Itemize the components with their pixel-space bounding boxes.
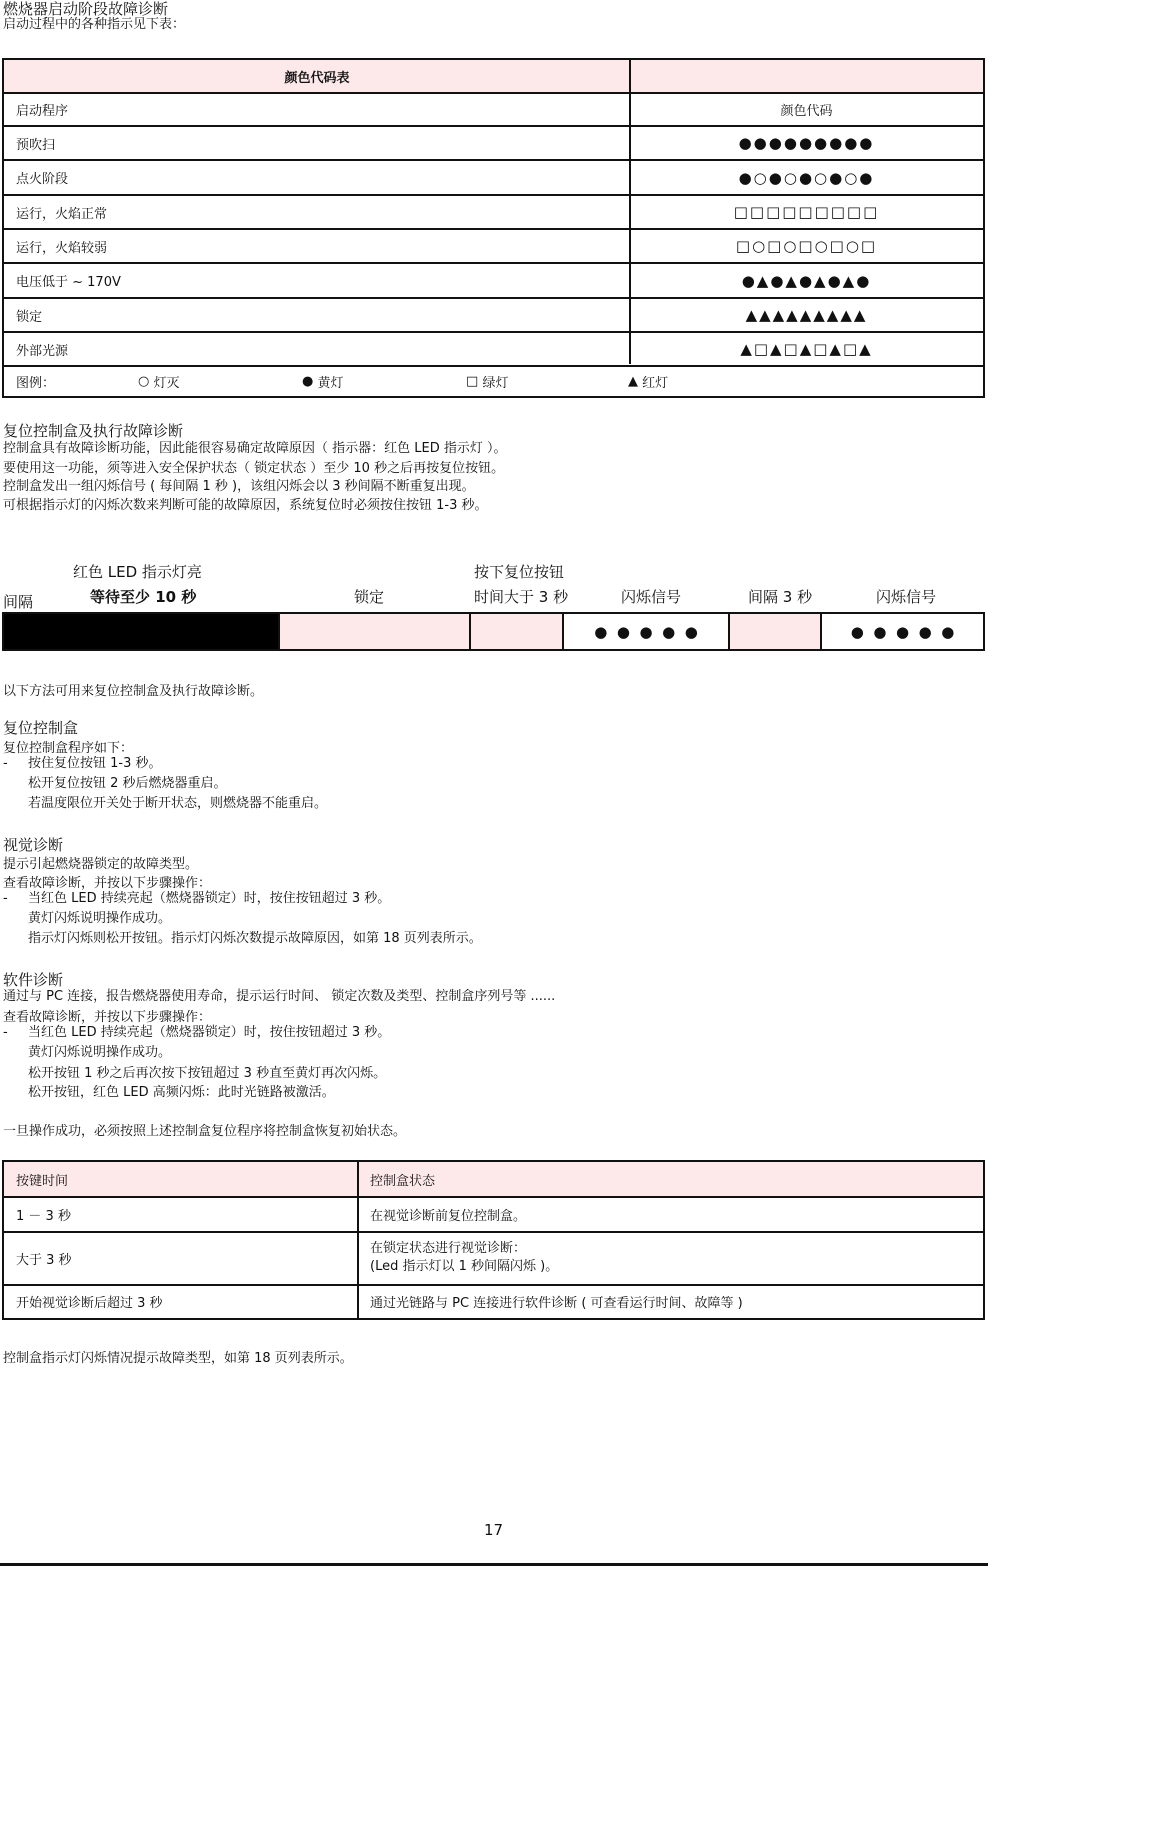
reset-box-line2: 松开复位按钮 2 秒后燃烧器重启。: [28, 776, 227, 791]
software-dash: -: [3, 1025, 8, 1040]
col-color-code-header: 颜色代码: [780, 104, 833, 119]
software-title: 软件诊断: [3, 971, 64, 989]
visual-line0: 提示引起燃烧器锁定的故障类型。: [3, 857, 199, 872]
col-sequence-header: 启动程序: [16, 104, 69, 119]
table-rule: [4, 365, 983, 367]
legend-item-green: [466, 366, 586, 396]
reset-box-line1: 按住复位按钮 1-3 秒。: [28, 756, 162, 771]
row-code-run-normal: □□□□□□□□□: [733, 203, 880, 221]
table-rule: [4, 331, 983, 333]
key-table-head-right: 控制盒状态: [370, 1174, 436, 1189]
table-rule: [4, 159, 983, 161]
timeline-red-led-line1: 红色 LED 指示灯亮: [73, 563, 202, 581]
timeline-red-led-line2: 等待至少 10 秒: [90, 588, 197, 606]
page-number: 17: [484, 1521, 504, 1539]
key-row-3-left: 开始视觉诊断后超过 3 秒: [16, 1296, 163, 1311]
table-header-left: 颜色代码表: [284, 71, 350, 86]
visual-line3: 黄灯闪烁说明操作成功。: [28, 911, 172, 926]
timeline-flash1-label: 闪烁信号: [621, 588, 682, 606]
reset-box-line3: 若温度限位开关处于断开状态，则燃烧器不能重启。: [28, 796, 328, 811]
reset-line-2: 要使用这一功能，须等进入安全保护状态（ 锁定状态 ）至少 10 秒之后再按复位按钮。: [3, 461, 505, 476]
reset-line-1: 控制盒具有故障诊断功能，因此能很容易确定故障原因（ 指示器：红色 LED 指示灯 ）。: [3, 441, 507, 456]
table-rule: [4, 194, 983, 196]
row-label-lockout: 锁定: [16, 309, 43, 325]
visual-title: 视觉诊断: [3, 836, 64, 854]
legend-label: 图例：: [16, 375, 56, 391]
legend-off-text: 灯灭: [153, 375, 180, 391]
table-column-rule: [629, 60, 631, 364]
reset-box-dash: -: [3, 756, 8, 771]
software-line4: 松开按钮 1 秒之后再次按下按钮超过 3 秒直至黄灯再次闪烁。: [28, 1066, 387, 1081]
key-table-head-left: 按键时间: [16, 1174, 69, 1189]
visual-line2: 当红色 LED 持续亮起（燃烧器锁定）时，按住按钮超过 3 秒。: [28, 891, 391, 906]
legend-item-yellow: [302, 366, 422, 396]
page-title: 燃烧器启动阶段故障诊断: [3, 0, 169, 18]
table-rule: [4, 262, 983, 264]
key-table-rule: [4, 1284, 983, 1286]
legend-off-symbol: ○: [138, 373, 150, 389]
row-code-run-weak: □○□○□○□○□: [735, 237, 878, 255]
timeline-divider: [278, 614, 280, 649]
key-row-2-right-line1: 在锁定状态进行视觉诊断：: [370, 1241, 527, 1256]
key-table-rule: [4, 1196, 983, 1198]
timeline-interval3-label: 间隔 3 秒: [748, 588, 813, 606]
software-line0: 通过与 PC 连接，报告燃烧器使用寿命，提示运行时间、 锁定次数及类型、控制盒序列号等 ......: [3, 989, 556, 1004]
row-code-low-voltage: ●▲●▲●▲●▲●: [741, 271, 872, 290]
intro-line: 以下方法可用来复位控制盒及执行故障诊断。: [3, 684, 264, 699]
key-row-2-left: 大于 3 秒: [16, 1253, 72, 1268]
table-rule: [4, 228, 983, 230]
timeline-press-line2: 时间大于 3 秒: [474, 588, 569, 606]
key-row-1-right: 在视觉诊断前复位控制盒。: [370, 1209, 527, 1224]
timeline-interval-label: 间隔: [3, 593, 34, 611]
reset-box-title: 复位控制盒: [3, 719, 79, 737]
timeline-flash2-dots: ● ● ● ● ●: [850, 622, 955, 641]
software-line1: 查看故障诊断，并按以下步骤操作：: [3, 1010, 212, 1025]
reset-section-title: 复位控制盒及执行故障诊断: [3, 422, 184, 440]
software-line2: 当红色 LED 持续亮起（燃烧器锁定）时，按住按钮超过 3 秒。: [28, 1025, 391, 1040]
reset-box-line0: 复位控制盒程序如下：: [3, 741, 134, 756]
legend-yellow-symbol: ●: [302, 373, 314, 389]
visual-line4: 指示灯闪烁则松开按钮。指示灯闪烁次数提示故障原因，如第 18 页列表所示。: [28, 931, 482, 946]
software-line5: 松开按钮，红色 LED 高频闪烁：此时光链路被激活。: [28, 1085, 335, 1100]
legend-green-text: 绿灯: [482, 375, 509, 391]
key-table-rule: [4, 1231, 983, 1233]
legend-item-red: [628, 366, 748, 396]
table-rule: [4, 92, 983, 94]
table-rule: [4, 297, 983, 299]
legend-item-off: [138, 366, 258, 396]
timeline-press-line1: 按下复位按钮: [474, 563, 565, 581]
table-rule: [4, 125, 983, 127]
legend-red-text: 红灯: [642, 375, 669, 391]
key-press-table: [2, 1160, 985, 1320]
key-row-3-right: 通过光链路与 PC 连接进行软件诊断 ( 可查看运行时间、故障等 ): [370, 1296, 743, 1311]
timeline-divider: [469, 614, 471, 649]
reset-line-3: 控制盒发出一组闪烁信号 ( 每间隔 1 秒 )，该组闪烁会以 3 秒间隔不断重复出现。: [3, 479, 475, 494]
table-header-right: [630, 60, 983, 93]
key-row-1-left: 1 － 3 秒: [16, 1209, 71, 1224]
once-line: 一旦操作成功，必须按照上述控制盒复位程序将控制盒恢复初始状态。: [3, 1124, 407, 1139]
row-label-prepurge: 预吹扫: [16, 137, 56, 153]
key-table-column-rule: [357, 1162, 359, 1318]
timeline-divider: [728, 614, 730, 649]
key-row-2-right: [370, 1240, 970, 1276]
software-line3: 黄灯闪烁说明操作成功。: [28, 1045, 172, 1060]
footer-line: 控制盒指示灯闪烁情况提示故障类型，如第 18 页列表所示。: [3, 1351, 353, 1366]
visual-dash: -: [3, 891, 8, 906]
row-label-run-weak: 运行，火焰较弱: [16, 240, 108, 256]
row-code-lockout: ▲▲▲▲▲▲▲▲▲: [745, 306, 868, 324]
timeline-bar: [2, 612, 985, 651]
bottom-rule: [0, 1563, 988, 1566]
row-label-run-normal: 运行，火焰正常: [16, 206, 108, 222]
row-code-prepurge: ●●●●●●●●●: [738, 134, 875, 152]
timeline-locked-label: 锁定: [354, 588, 385, 606]
timeline-black-segment: [4, 614, 278, 649]
timeline-flash1-dots: ● ● ● ● ●: [594, 622, 698, 641]
row-label-ignition: 点火阶段: [16, 172, 69, 187]
row-code-external-light: ▲□▲□▲□▲□▲: [740, 340, 873, 358]
visual-line1: 查看故障诊断，并按以下步骤操作：: [3, 876, 212, 891]
legend-red-symbol: ▲: [628, 373, 638, 389]
timeline-flash2-label: 闪烁信号: [876, 588, 937, 606]
row-label-external-light: 外部光源: [16, 343, 69, 359]
key-row-2-right-line2: (Led 指示灯以 1 秒间隔闪烁 )。: [370, 1259, 559, 1274]
page-subtitle: 启动过程中的各种指示见下表：: [3, 17, 186, 32]
reset-line-4: 可根据指示灯的闪烁次数来判断可能的故障原因，系统复位时必须按住按钮 1-3 秒。: [3, 498, 488, 513]
row-label-low-voltage: 电压低于 ~ 170V: [16, 275, 121, 290]
legend-green-symbol: □: [466, 373, 479, 389]
row-code-ignition: ●○●○●○●○●: [738, 168, 875, 187]
legend-yellow-text: 黄灯: [317, 375, 344, 391]
color-code-table: [2, 58, 985, 398]
